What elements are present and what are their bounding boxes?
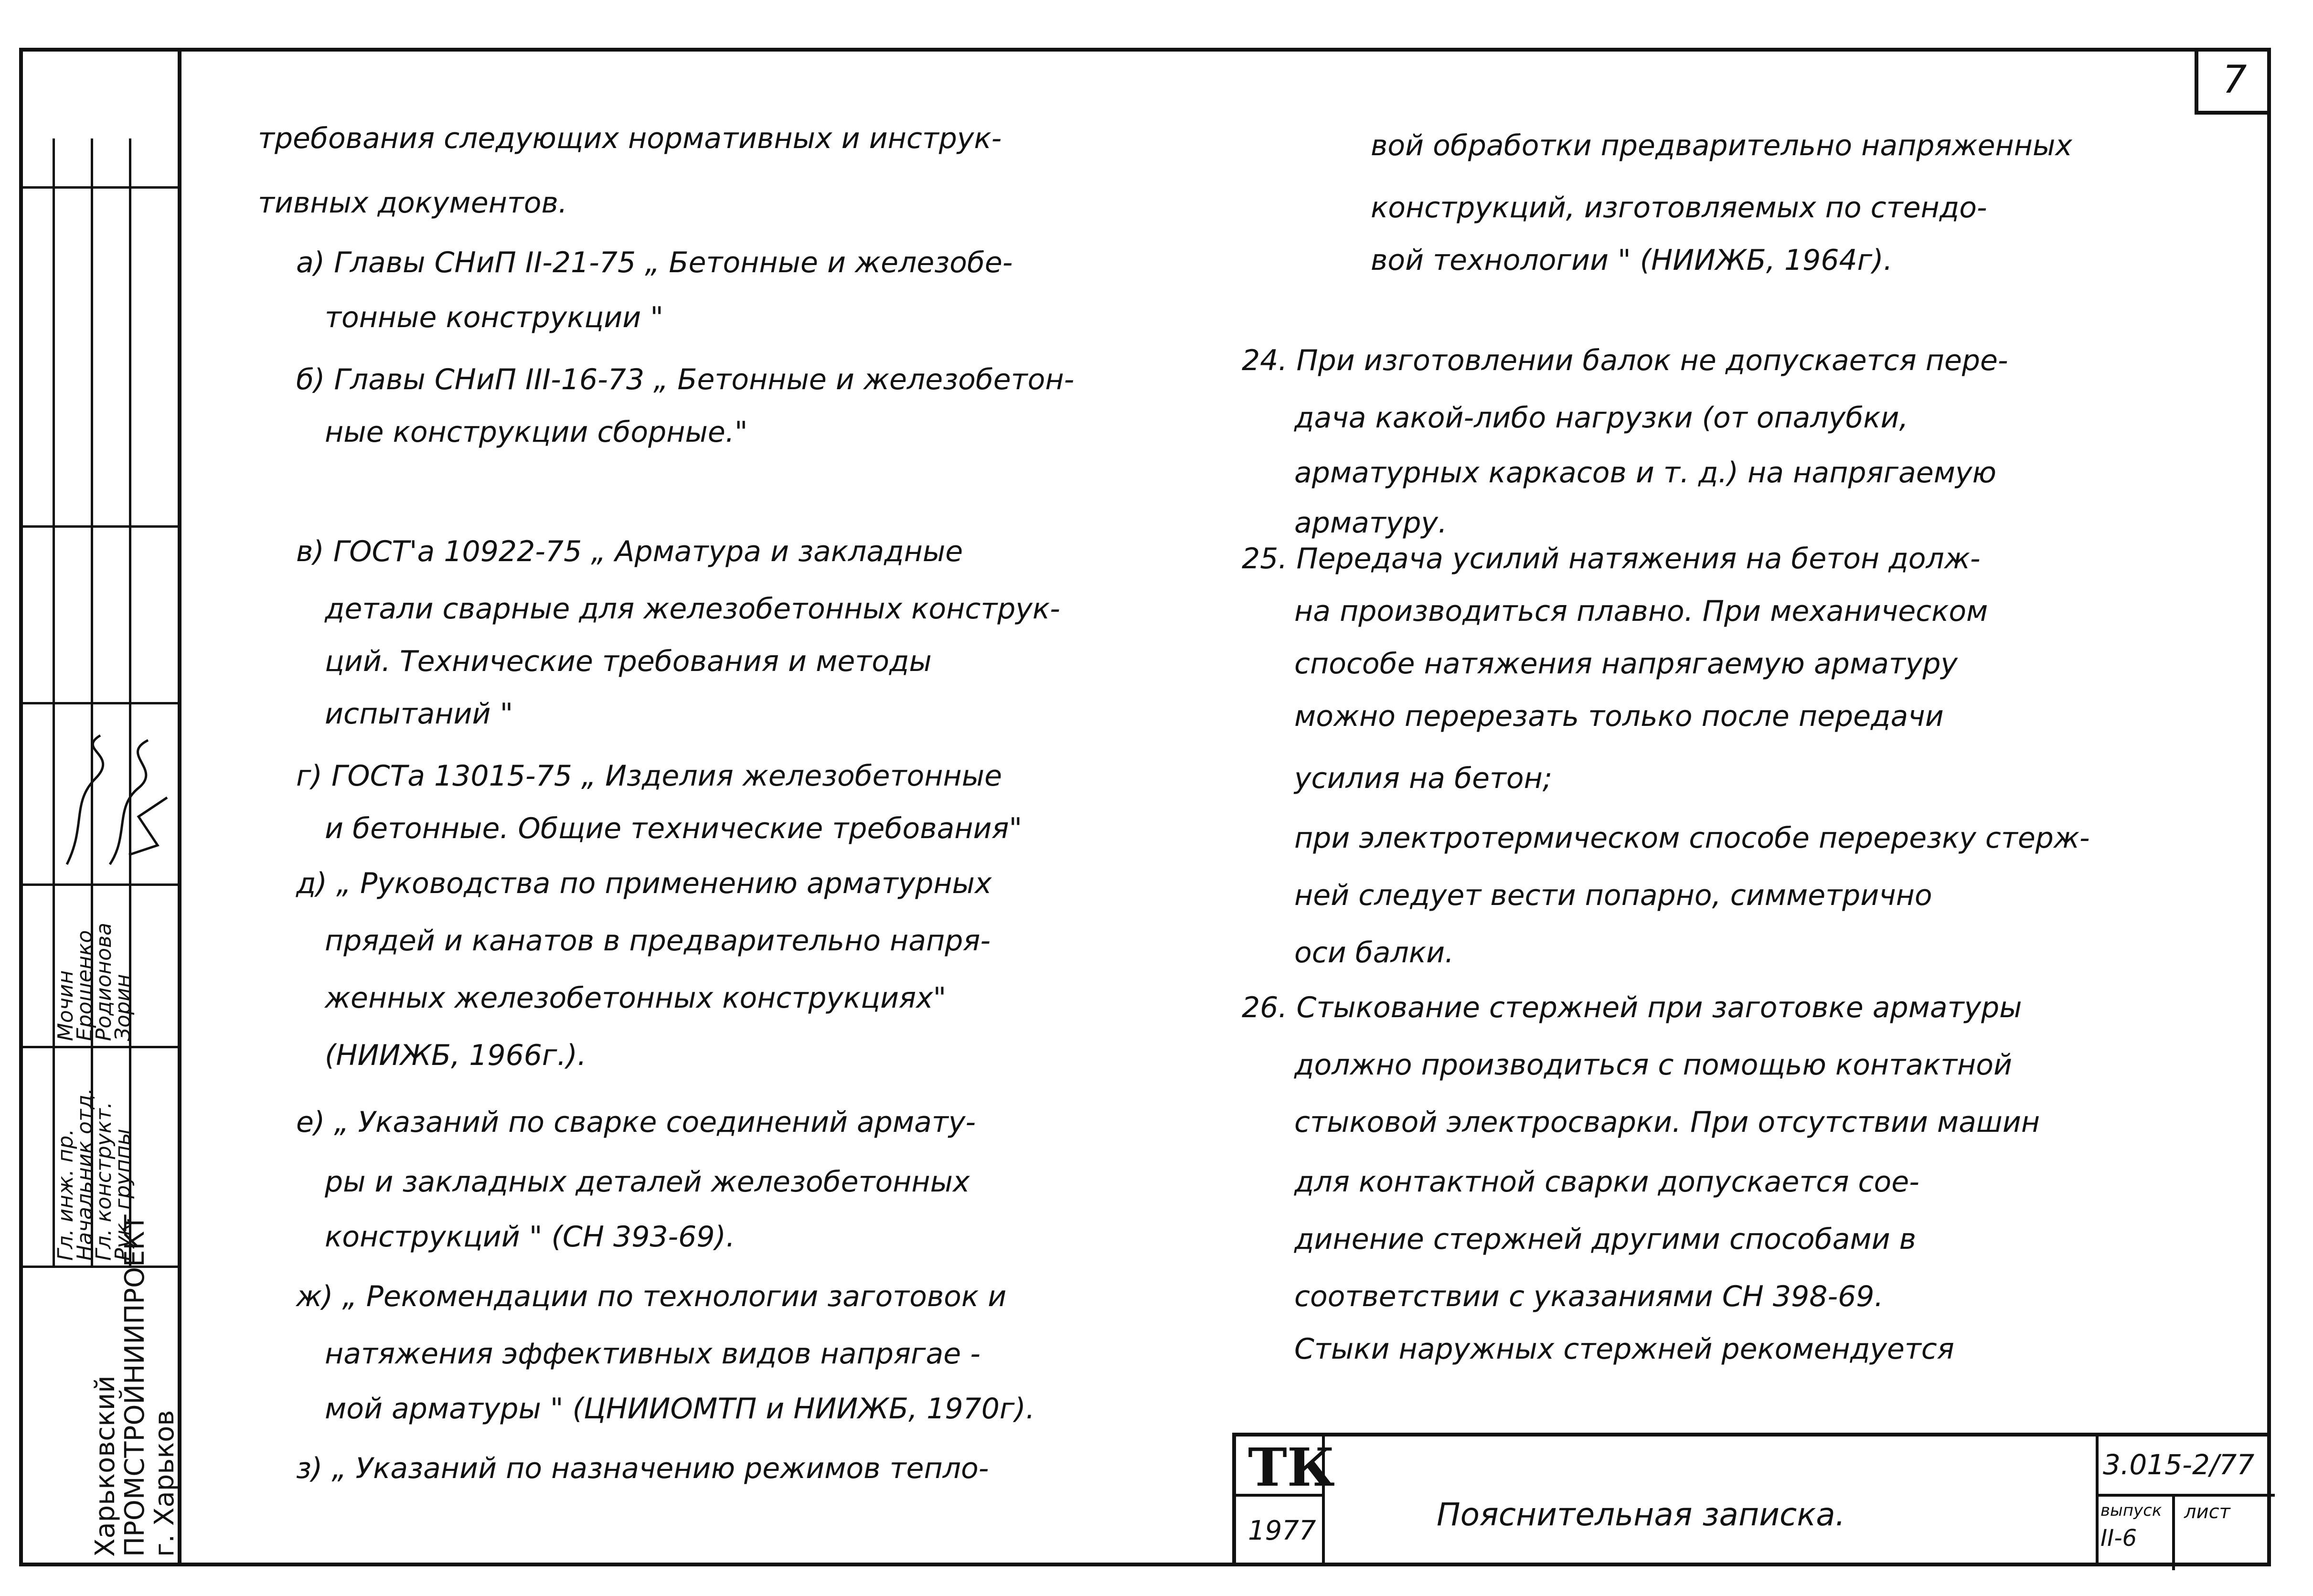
text-line: и бетонные. Общие технические требования"	[325, 812, 1023, 845]
text-line: ций. Технические требования и методы	[325, 645, 932, 678]
text-line: для контактной сварки допускается сое-	[1294, 1165, 1919, 1199]
text-line: вой обработки предварительно напряженных	[1371, 129, 2072, 162]
text-line: г) ГОСТа 13015-75 „ Изделия железобетонные	[296, 759, 1002, 793]
text-line: ж) „ Рекомендации по технологии заготовок и	[296, 1280, 1007, 1313]
signature-scribbles	[57, 731, 172, 874]
stamp-name: Родионова	[92, 923, 116, 1041]
text-line: (НИИЖБ, 1966г.).	[325, 1039, 586, 1072]
text-line: прядей и канатов в предварительно напря-	[325, 924, 991, 958]
document-code: 3.015-2/77	[2103, 1448, 2255, 1481]
stamp-role: Начальник отд.	[73, 1088, 97, 1261]
stamp-name: Ерошенко	[73, 930, 97, 1041]
strip-divider	[19, 702, 181, 704]
text-line: б) Главы СНиП III-16-73 „ Бетонные и железобетон-	[296, 363, 1075, 396]
title-block-divider	[2096, 1494, 2275, 1497]
text-line: способе натяжения напрягаемую арматуру	[1294, 647, 1958, 681]
page-number: 7	[2195, 48, 2271, 115]
text-line: в) ГОСТ'а 10922-75 „ Арматура и закладные	[296, 535, 963, 568]
text-line: испытаний "	[325, 697, 513, 731]
text-line: натяжения эффективных видов напрягае -	[325, 1337, 981, 1371]
text-line: конструкций, изготовляемых по стендо-	[1371, 191, 1987, 224]
text-line: 25. Передача усилий натяжения на бетон долж-	[1242, 542, 1981, 575]
document-title: Пояснительная записка.	[1437, 1496, 1845, 1533]
stamp-role: Гл. конструкт.	[92, 1102, 116, 1261]
text-line: детали сварные для железобетонных конструк-	[325, 592, 1060, 626]
text-line: д) „ Руководства по применению арматурных	[296, 867, 992, 900]
org-name: Харьковский	[90, 1375, 121, 1557]
text-line: тивных документов.	[258, 186, 567, 220]
issue-label: выпуск	[2100, 1501, 2162, 1520]
strip-divider	[19, 525, 181, 528]
text-line: конструкций " (СН 393-69).	[325, 1220, 735, 1254]
strip-divider	[19, 186, 181, 189]
text-line: Стыки наружных стержней рекомендуется	[1294, 1332, 1954, 1366]
stamp-name: Зорин	[111, 974, 135, 1041]
org-city: г. Харьков	[149, 1410, 180, 1557]
text-line: 24. При изготовлении балок не допускается пере-	[1242, 344, 2008, 377]
text-line: 26. Стыкование стержней при заготовке арматуры	[1242, 991, 2022, 1024]
title-block-divider	[2096, 1436, 2099, 1566]
text-line: стыковой электросварки. При отсутствии машин	[1294, 1106, 2040, 1139]
title-block-year: 1977	[1248, 1515, 1316, 1546]
sheet-label: лист	[2184, 1501, 2230, 1523]
text-line: ные конструкции сборные."	[325, 415, 748, 449]
text-line: динение стержней другими способами в	[1294, 1223, 1917, 1256]
text-line: арматурных каркасов и т. д.) на напрягаемую	[1294, 456, 1996, 489]
text-line: а) Главы СНиП II-21-75 „ Бетонные и железобе-	[296, 246, 1013, 279]
text-line: з) „ Указаний по назначению режимов тепло-	[296, 1452, 989, 1485]
text-line: соответствии с указаниями СН 398-69.	[1294, 1280, 1884, 1313]
stamp-name: Мочин	[53, 970, 78, 1041]
text-line: должно производиться с помощью контактной	[1294, 1048, 2012, 1082]
text-line: тонные конструкции "	[325, 301, 663, 334]
tk-logo: ТК	[1248, 1436, 1335, 1498]
text-line: женных железобетонных конструкциях"	[325, 981, 947, 1015]
stamp-role: Рук. группы	[111, 1128, 135, 1261]
text-line: можно перерезать только после передачи	[1294, 700, 1944, 733]
text-line: усилия на бетон;	[1294, 762, 1553, 795]
text-line: е) „ Указаний по сварке соединений армату-	[296, 1106, 976, 1139]
text-line: оси балки.	[1294, 936, 1454, 969]
strip-divider	[19, 1046, 181, 1048]
org-institute: ПРОМСТРОЙНИИПРОЕКТ	[119, 1214, 150, 1557]
text-line: ры и закладных деталей железобетонных	[325, 1165, 970, 1199]
text-line: при электротермическом способе перерезку стерж-	[1294, 821, 2090, 855]
text-line: ней следует вести попарно, симметрично	[1294, 879, 1932, 912]
text-line: дача какой-либо нагрузки (от опалубки,	[1294, 401, 1908, 435]
organization-stamp	[90, 1214, 180, 1557]
stamp-role: Гл. инж. пр.	[53, 1128, 78, 1261]
text-line: арматуру.	[1294, 506, 1448, 540]
text-line: требования следующих нормативных и инструк-	[258, 122, 1002, 155]
title-block-divider	[2172, 1494, 2175, 1570]
text-line: мой арматуры " (ЦНИИОМТП и НИИЖБ, 1970г).	[325, 1392, 1035, 1426]
text-line: на производиться плавно. При механическом	[1294, 595, 1988, 628]
issue-value: II-6	[2100, 1525, 2137, 1552]
title-block	[1232, 1433, 2271, 1566]
strip-divider	[19, 883, 181, 886]
text-line: вой технологии " (НИИЖБ, 1964г).	[1371, 244, 1893, 277]
